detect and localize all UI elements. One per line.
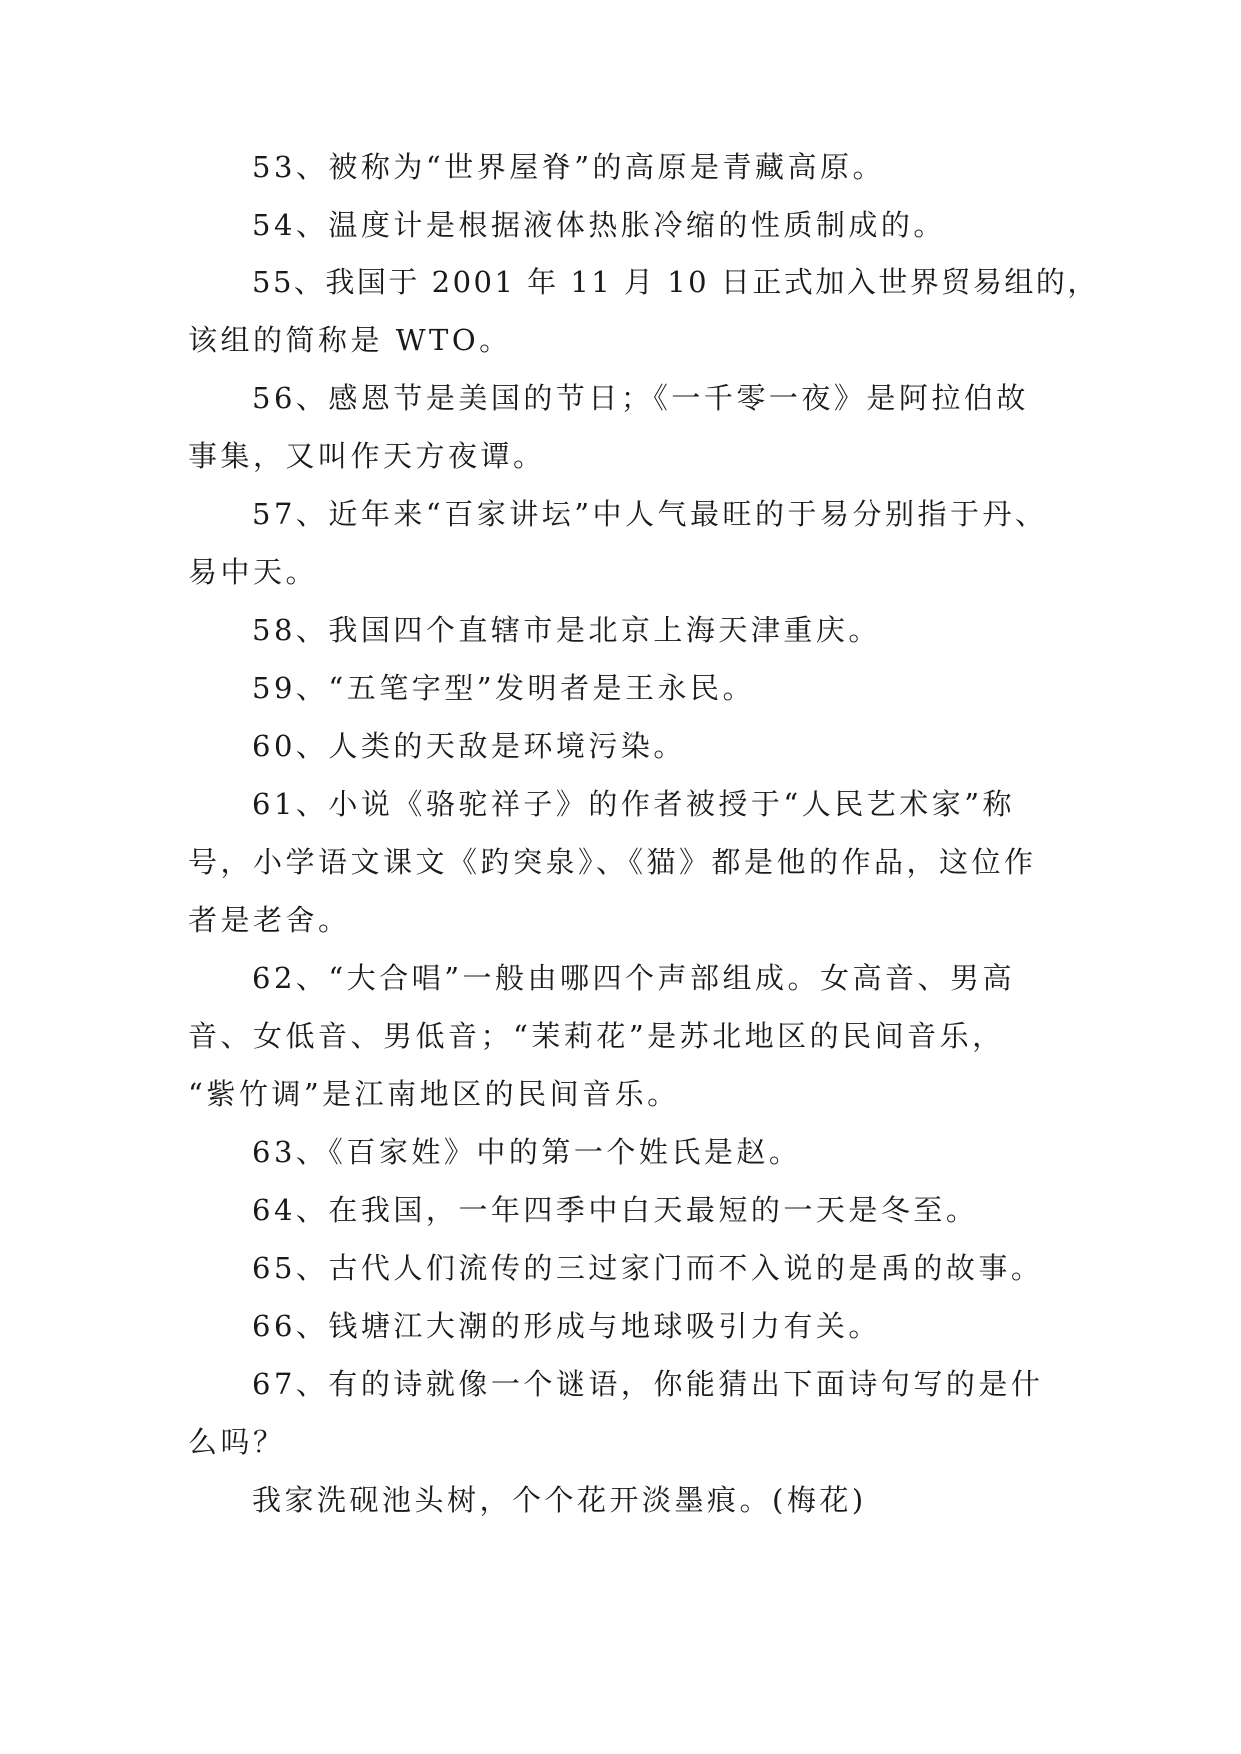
text-line-67: 67、有的诗就像一个谜语，你能猜出下面诗句写的是什 <box>252 1367 1044 1401</box>
text-line-62: 62、“大合唱”一般由哪四个声部组成。女高音、男高 <box>252 961 1016 995</box>
text-line-63: 63、《百家姓》中的第一个姓氏是赵。 <box>252 1135 802 1169</box>
text-line-67-cont: 么吗？ <box>188 1425 286 1459</box>
text-line-62-cont2: “紫竹调”是江南地区的民间音乐。 <box>188 1077 680 1111</box>
text-line-61: 61、小说《骆驼祥子》的作者被授于“人民艺术家”称 <box>252 787 1016 821</box>
text-line-66: 66、钱塘江大潮的形成与地球吸引力有关。 <box>252 1309 881 1343</box>
text-line-60: 60、人类的天敌是环境污染。 <box>252 729 686 763</box>
text-line-61-cont2: 者是老舍。 <box>188 903 351 937</box>
text-line-62-cont: 音、女低音、男低音；“茉莉花”是苏北地区的民间音乐， <box>188 1019 1005 1053</box>
text-line-61-cont: 号，小学语文课文《趵突泉》、《猫》都是他的作品，这位作 <box>188 845 1037 879</box>
text-line-65: 65、古代人们流传的三过家门而不入说的是禹的故事。 <box>252 1251 1044 1285</box>
text-line-55-cont: 该组的简称是 WTO。 <box>188 323 512 357</box>
text-line-56-cont: 事集，又叫作天方夜谭。 <box>188 439 546 473</box>
text-line-54: 54、温度计是根据液体热胀冷缩的性质制成的。 <box>252 208 946 242</box>
text-line-57-cont: 易中天。 <box>188 555 319 589</box>
text-line-58: 58、我国四个直辖市是北京上海天津重庆。 <box>252 613 881 647</box>
text-line-59: 59、“五笔字型”发明者是王永民。 <box>252 671 756 705</box>
text-line-53: 53、被称为“世界屋脊”的高原是青藏高原。 <box>252 150 886 184</box>
text-line-poem: 我家洗砚池头树，个个花开淡墨痕。(梅花) <box>252 1483 867 1517</box>
text-line-56: 56、感恩节是美国的节日；《一千零一夜》是阿拉伯故 <box>252 381 1029 415</box>
text-line-64: 64、在我国，一年四季中白天最短的一天是冬至。 <box>252 1193 979 1227</box>
text-line-57: 57、近年来“百家讲坛”中人气最旺的于易分别指于丹、 <box>252 497 1048 531</box>
text-line-55: 55、我国于 2001 年 11 月 10 日正式加入世界贸易组的， <box>252 265 1099 299</box>
